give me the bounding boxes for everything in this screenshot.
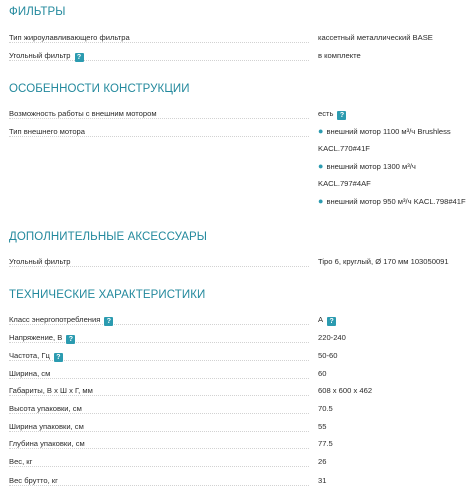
- spec-value: 77.5: [318, 439, 333, 448]
- motor-option[interactable]: ● внешний мотор 1100 м³/ч Brushless: [318, 126, 451, 136]
- section-title-filters: ФИЛЬТРЫ: [9, 6, 66, 18]
- spec-label: Глубина упаковки, см: [9, 439, 88, 448]
- spec-label: Габариты, В х Ш х Г, мм: [9, 386, 96, 395]
- spec-value: A ?: [318, 314, 336, 326]
- help-icon[interactable]: ?: [75, 53, 84, 62]
- motor-option[interactable]: ● внешний мотор 950 м³/ч KACL.798#41F: [318, 196, 466, 206]
- spec-value: 50-60: [318, 351, 338, 360]
- spec-label: Класс энергопотребления: [9, 315, 101, 324]
- spec-label: Угольный фильтр: [9, 51, 71, 60]
- spec-value: 220-240: [318, 333, 346, 342]
- spec-label: Ширина упаковки, см: [9, 422, 87, 431]
- section-title-accessories: ДОПОЛНИТЕЛЬНЫЕ АКСЕССУАРЫ: [9, 231, 208, 243]
- help-icon[interactable]: ?: [104, 317, 113, 326]
- spec-label: Тип внешнего мотора: [9, 127, 88, 136]
- spec-label: Возможность работы с внешним мотором: [9, 109, 160, 118]
- spec-value: в комплекте: [318, 51, 361, 60]
- spec-row: [9, 126, 471, 211]
- spec-value: Tipo 6, круглый, Ø 170 мм 103050091: [318, 257, 449, 266]
- help-icon[interactable]: ?: [66, 335, 75, 344]
- spec-label: Вес брутто, кг: [9, 476, 61, 485]
- spec-label: Тип жироулавливающего фильтра: [9, 33, 133, 42]
- spec-label: Угольный фильтр: [9, 257, 74, 266]
- spec-value: 31: [318, 476, 327, 485]
- spec-label: Частота, Гц: [9, 351, 50, 360]
- spec-label: Вес, кг: [9, 457, 35, 466]
- spec-label: Напряжение, В: [9, 333, 63, 342]
- spec-value: есть ?: [318, 108, 346, 120]
- motor-option-code[interactable]: KACL.770#41F: [318, 144, 370, 153]
- bullet-icon: ●: [318, 161, 324, 171]
- section-title-specs: ТЕХНИЧЕСКИЕ ХАРАКТЕРИСТИКИ: [9, 289, 206, 301]
- spec-value: 70.5: [318, 404, 333, 413]
- spec-value: 60: [318, 369, 327, 378]
- motor-option[interactable]: ● внешний мотор 1300 м³/ч: [318, 161, 416, 171]
- bullet-icon: ●: [318, 196, 324, 206]
- spec-value: 55: [318, 422, 327, 431]
- spec-label: Высота упаковки, см: [9, 404, 85, 413]
- spec-value: 26: [318, 457, 327, 466]
- spec-value: 608 x 600 x 462: [318, 386, 373, 395]
- section-title-construction: ОСОБЕННОСТИ КОНСТРУКЦИИ: [9, 83, 190, 95]
- motor-option-code[interactable]: KACL.797#4AF: [318, 179, 371, 188]
- help-icon[interactable]: ?: [337, 111, 346, 120]
- bullet-icon: ●: [318, 126, 324, 136]
- spec-value: кассетный металлический BASE: [318, 33, 433, 42]
- help-icon[interactable]: ?: [54, 353, 63, 362]
- spec-label: Ширина, см: [9, 369, 53, 378]
- help-icon[interactable]: ?: [327, 317, 336, 326]
